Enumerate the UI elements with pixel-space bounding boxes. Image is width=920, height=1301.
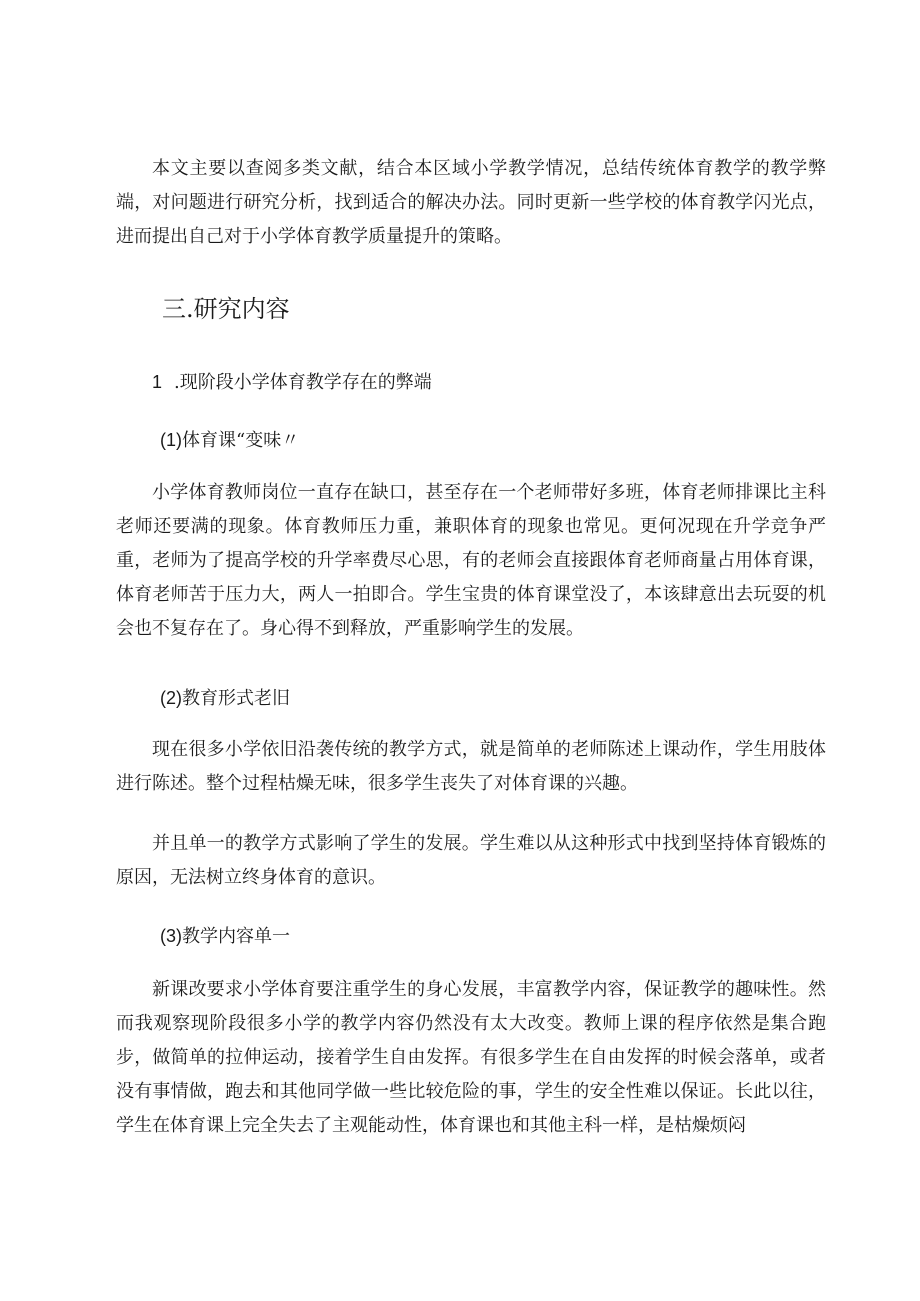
item-heading-3 — [160, 924, 290, 949]
item-heading-1 — [160, 428, 299, 453]
item-title-1: 体育课“变味〃 — [182, 430, 300, 451]
item-2-paragraph-1: 现在很多小学依旧沿袭传统的教学方式，就是简单的老师陈述上课动作，学生用肢体进行陈述。整个过程枯燥无味，很多学生丧失了对体育课的兴趣。 — [116, 739, 826, 794]
item-number-3: (3) — [160, 926, 182, 946]
item-title-2: 教育形式老旧 — [182, 688, 290, 709]
subsection-title: .现阶段小学体育教学存在的弊端 — [174, 372, 432, 393]
section-heading: 三.研究内容 — [162, 295, 290, 323]
intro-paragraph: 本文主要以查阅多类文献，结合本区域小学教学情况，总结传统体育教学的教学弊端，对问题进行研究分析，找到适合的解决办法。同时更新一些学校的体育教学闪光点，进而提出自己对于小学体育教学质量提升的策略。 — [116, 158, 826, 247]
subsection-number: 1 — [152, 372, 163, 392]
item-number-2: (2) — [160, 688, 182, 708]
subsection-heading — [152, 370, 432, 395]
item-2-paragraph-2: 并且单一的教学方式影响了学生的发展。学生难以从这种形式中找到坚持体育锻炼的原因，无法树立终身体育的意识。 — [116, 833, 826, 888]
item-title-3: 教学内容单一 — [182, 926, 290, 947]
item-number-1: (1) — [160, 430, 182, 450]
item-3-paragraph: 新课改要求小学体育要注重学生的身心发展，丰富教学内容，保证教学的趣味性。然而我观察现阶段很多小学的教学内容仍然没有太大改变。教师上课的程序依然是集合跑步，做简单的拉伸运动，接着学生自由发挥。有很多学生在自由发挥的时候会落单，或者没有事情做，跑去和其他同学做一些比较危险的事，学生的安全性难以保证。长此以往，学生在体育课上完全失去了主观能动性，体育课也和其他主科一样，是枯燥烦闷 — [116, 979, 826, 1136]
item-heading-2 — [160, 686, 290, 711]
item-1-paragraph: 小学体育教师岗位一直存在缺口，甚至存在一个老师带好多班，体育老师排课比主科老师还要满的现象。体育教师压力重，兼职体育的现象也常见。更何况现在升学竞争严重，老师为了提高学校的升学率费尽心思，有的老师会直接跟体育老师商量占用体育课，体育老师苦于压力大，两人一拍即合。学生宝贵的体育课堂没了，本该肆意出去玩耍的机会也不复存在了。身心得不到释放，严重影响学生的发展。 — [116, 482, 826, 639]
